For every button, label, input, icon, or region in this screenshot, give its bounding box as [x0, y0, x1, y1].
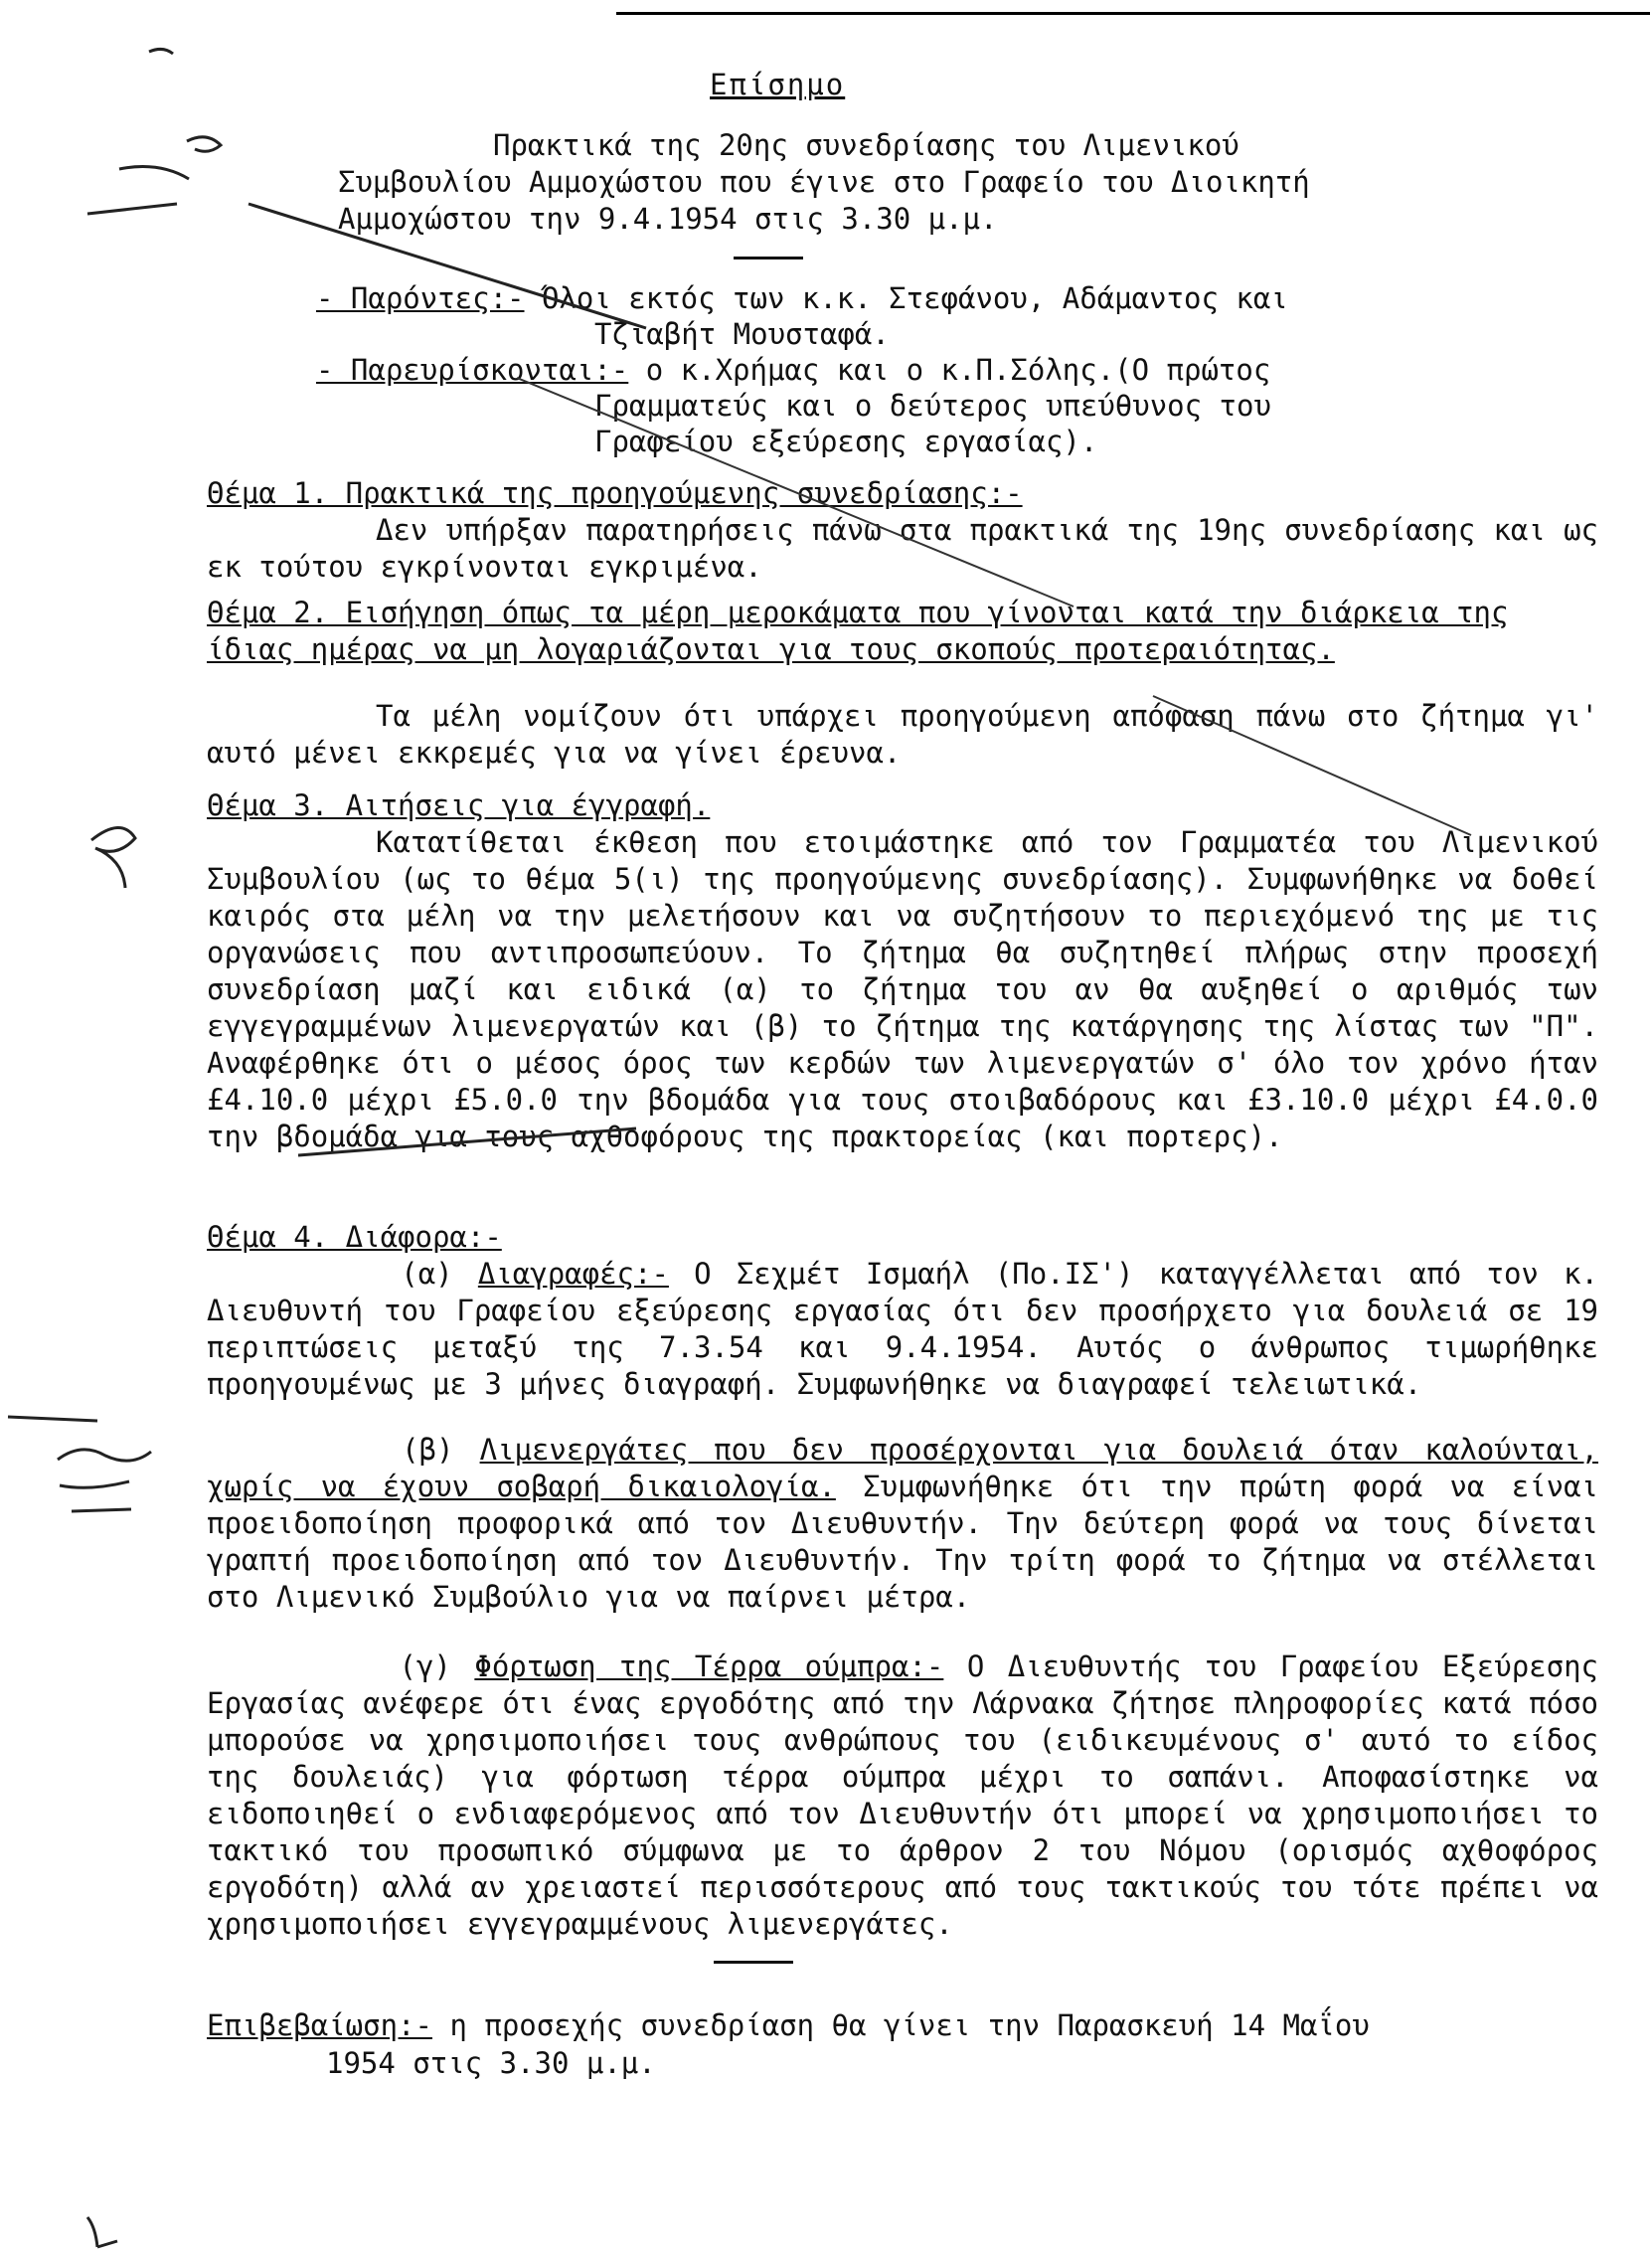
section-3-title: Θέμα 3. Αιτήσεις για έγγραφή. [207, 788, 711, 822]
observers-text: ο κ.Χρήμας και ο κ.Π.Σόλης.(Ο πρώτος [645, 353, 1271, 387]
minutes-title-line-1: Πρακτικά της 20ης συνεδρίασης του Λιμενικού [493, 128, 1239, 162]
next-meeting-label: Επιβεβαίωση:- [207, 2008, 432, 2042]
bottom-corner-mark [87, 2217, 117, 2247]
subsection-c-body: Ο Διευθυντής του Γραφείου Εξεύρεσης Εργασίας ανέφερε ότι ένας εργοδότης από την Λάρνακα ζήτησε πληροφορίες κατά πόσο μπορούσε να χρησιμοποιήσει τους ανθρώπους του (ειδικευμένους σ' αυτό το είδος της δουλειάς) για φόρτωση τέρρα ούμπρα μέχρι το σαπάνι. Αποφασίστηκε να ειδοποιηθεί ο ενδιαφερόμενος από τον Διευθυντήν ότι μπορεί να χρησιμοποιήσει το τακτικό του προσωπικό σύμφωνα με το άρθρον 2 του Νόμου (ορισμός αχθοφόρος εργοδότη) αλλά αν χρειαστεί περισσότερους από τους τακτικούς του τότε πρέπει να χρησιμοποιήσει εγγεγραμμένους λιμενεργάτες. [207, 1649, 1598, 1941]
cross-out-stroke [298, 1128, 636, 1155]
present-text: Όλοι εκτός των κ.κ. Στεφάνου, Αδάμαντος και [541, 281, 1288, 315]
margin-scribble-mid [91, 827, 135, 888]
observers-text-cont-1: Γραμματεύς και ο δεύτερος υπεύθυνος του [594, 389, 1271, 423]
section-1-body: Δεν υπήρξαν παρατηρήσεις πάνω στα πρακτικά της 19ης συνεδρίασης και ως εκ τούτου εγκρίνονται εγκριμένα. [207, 513, 1598, 584]
diagonal-pen-stroke-2 [517, 378, 1074, 607]
minutes-title-line-3: Αμμοχώστου την 9.4.1954 στις 3.30 μ.μ. [338, 202, 998, 236]
subsection-b-title: Λιμενεργάτες που δεν προσέρχονται για δουλειά όταν καλούνται, χωρίς να έχουν σοβαρή δικαιολογία. [207, 1433, 1598, 1503]
subsection-a-marker: (α) [401, 1257, 453, 1291]
left-edge-tick [8, 1417, 97, 1421]
next-meeting-text: η προσεχής συνεδρίαση θα γίνει την Παρασκευή 14 Μαΐου [449, 2008, 1370, 2042]
section-2-body: Τα μέλη νομίζουν ότι υπάρχει προηγούμενη απόφαση πάνω στο ζήτημα γι' αυτό μένει εκκρεμές για να γίνει έρευνα. [207, 699, 1598, 770]
diagonal-pen-stroke-1 [248, 204, 646, 328]
subsection-b-body: Συμφωνήθηκε ότι την πρώτη φορά να είναι προειδοποίηση προφορικά από τον Διευθυντήν. Την δεύτερη φορά να τους δίνεται γραπτή προειδοποίηση από τον Διευθυντήν. Την τρίτη φορά το ζήτημα να στέλλεται στο Λιμενικό Συμβούλιο για να παίρνει μέτρα. [207, 1470, 1598, 1614]
section-3-body: Κατατίθεται έκθεση που ετοιμάστηκε από τον Γραμματέα του Λιμενικού Συμβουλίου (ως το θέμα 5(ι) της προηγούμενης συνεδρίασης). Συμφωνήθηκε να δοθεί καιρός στα μέλη να την μελετήσουν και να συζητήσουν το περιεχόμενό της με τις οργανώσεις που αντιπροσωπεύουν. Το ζήτημα θα συζητηθεί πλήρως στην προσεχή συνεδρίαση μαζί και ειδικά (α) το ζήτημα του αν θα αυξηθεί ο αριθμός των εγγεγραμμένων λιμενεργατών και (β) το ζήτημα της κατάργησης της λίστας των "Π". Αναφέρθηκε ότι ο μέσος όρος των κερδών των λιμενεργατών σ' όλο τον χρόνο ήταν £4.10.0 μέχρι £5.0.0 την βδομάδα για τους στοιβαδόρους και £3.10.0 μέχρι £4.0.0 την βδομάδα για τους αχθοφόρους της πρακτορείας (και πορτερς). [207, 825, 1598, 1153]
subsection-a-body: Ο Σεχμέτ Ισμαήλ (Πο.ΙΣ') καταγγέλλεται από τον κ. Διευθυντή του Γραφείου εξεύρεσης εργασίας ότι δεν προσήρχετο για δουλειά σε 19 περιπτώσεις μεταξύ της 7.3.54 και 9.4.1954. Αυτός ο άνθρωπος τιμωρήθηκε προηγουμένως με 3 μήνες διαγραφή. Συμφωνήθηκε να διαγραφεί τελειωτικά. [207, 1257, 1599, 1401]
present-label: - Παρόντες:- [316, 281, 525, 315]
section-1-title: Θέμα 1. Πρακτικά της προηγούμενης συνεδρίασης:- [207, 476, 1023, 510]
present-text-cont: Τζιαβήτ Μουσταφά. [594, 317, 890, 351]
subsection-a-title: Διαγραφές:- [477, 1257, 669, 1291]
margin-scribble-lower [58, 1450, 151, 1511]
minutes-title-line-2: Συμβουλίου Αμμοχώστου που έγινε στο Γραφείο του Διοικητή [338, 165, 1310, 199]
subsection-c-marker: (γ) [399, 1649, 451, 1683]
observers-label: - Παρευρίσκονται:- [316, 353, 629, 387]
subsection-b-marker: (β) [402, 1433, 454, 1467]
observers-text-cont-2: Γραφείου εξεύρεσης εργασίας). [594, 425, 1098, 458]
margin-scribble-top [87, 49, 221, 214]
document-heading: Επίσημο [710, 68, 846, 101]
section-4-title: Θέμα 4. Διάφορα:- [207, 1220, 502, 1254]
next-meeting-text-cont: 1954 στις 3.30 μ.μ. [326, 2046, 656, 2080]
section-2-title: Θέμα 2. Εισήγηση όπως τα μέρη μεροκάματα που γίνονται κατά την διάρκεια της ίδιας ημέρας να μη λογαριάζονται για τους σκοπούς προτεραιότητας. [207, 596, 1509, 666]
diagonal-pen-stroke-3 [1153, 696, 1471, 835]
subsection-c-title: Φόρτωση της Τέρρα ούμπρα:- [474, 1649, 944, 1683]
